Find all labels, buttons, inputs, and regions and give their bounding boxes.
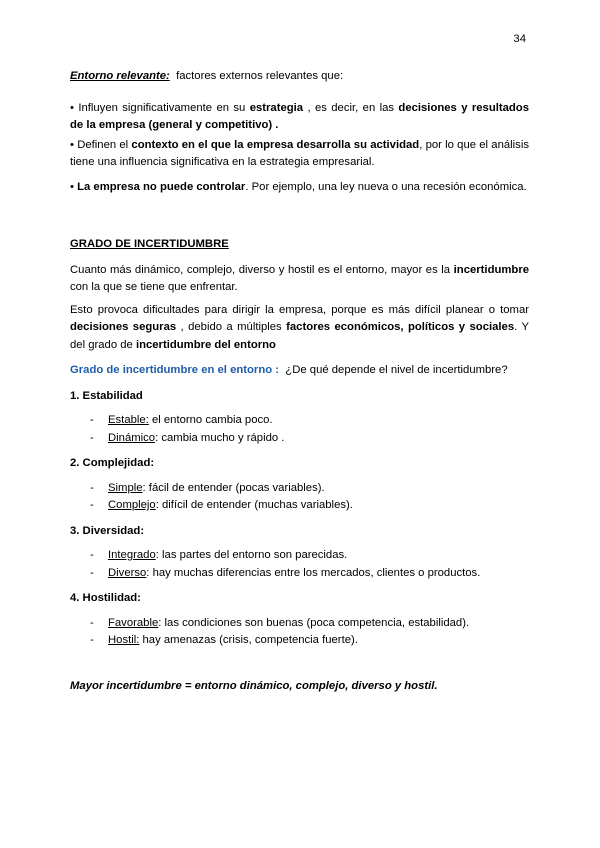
intro-paragraph: Entorno relevante: factores externos relevantes que:: [70, 70, 344, 82]
list-item-integrado: - Integrado: las partes del entorno son parecidas.: [70, 547, 529, 565]
list-item-dinamico: - Dinámico: cambia mucho y rápido .: [70, 430, 529, 448]
bullet-item-influyen: • Influyen significativamente en su estrategia , es decir, en las decisiones y resultados de la empresa (general y competitivo) .: [70, 101, 529, 131]
list-section-title: 4. Hostilidad:: [70, 592, 141, 604]
page-number: 34: [513, 33, 526, 45]
list-section-title: 3. Diversidad:: [70, 524, 145, 537]
paragraph-esto-provoca: Esto provoca dificultades para dirigir la empresa, porque es más difícil planear o tomar decisiones seguras , debido a múltiples factores económicos, políticos y sociales. Y del grado de incertidumbre del entorno: [70, 303, 529, 351]
bullet-item-no-controlar: • La empresa no puede controlar. Por ejemplo, una ley nueva o una recesión económica.: [70, 180, 527, 193]
conclusion-paragraph: Mayor incertidumbre = entorno dinámico, complejo, diverso y hostil.: [70, 679, 438, 692]
list-section-estabilidad: [70, 388, 529, 448]
paragraph-cuanto-mas-dinamico: Cuanto más dinámico, complejo, diverso y hostil es el entorno, mayor es la incertidumbre con la que se tiene que enfrentar.: [70, 263, 529, 293]
list-section-hostilidad: [70, 590, 529, 650]
list-section-title: 2. Complejidad:: [70, 457, 155, 469]
list-item-favorable: - Favorable: las condiciones son buenas (poca competencia, estabilidad).: [70, 615, 529, 633]
list-item-hostil: - Hostil: hay amenazas (crisis, competencia fuerte).: [70, 632, 529, 650]
document-content: [70, 68, 529, 695]
section-heading-grado-de-incertidumbre: GRADO DE INCERTIDUMBRE: [70, 238, 229, 250]
list-section-title: 1. Estabilidad: [70, 389, 143, 402]
list-item-diverso: - Diverso: hay muchas diferencias entre los mercados, clientes o productos.: [70, 565, 529, 583]
list-item-simple: - Simple: fácil de entender (pocas variables).: [70, 480, 529, 498]
subheading-grado-incertidumbre-entorno: Grado de incertidumbre en el entorno : ¿De qué depende el nivel de incertidumbre?: [70, 364, 508, 376]
list-section-complejidad: [70, 455, 529, 515]
list-section-diversidad: [70, 523, 529, 583]
list-item-complejo: - Complejo: difícil de entender (muchas variables).: [70, 497, 529, 515]
bullet-item-definen: • Definen el contexto en el que la empresa desarrolla su actividad, por lo que el análisis tiene una influencia significativa en la estrategia empresarial.: [70, 138, 529, 168]
list-item-estable: - Estable: el entorno cambia poco.: [70, 412, 529, 430]
